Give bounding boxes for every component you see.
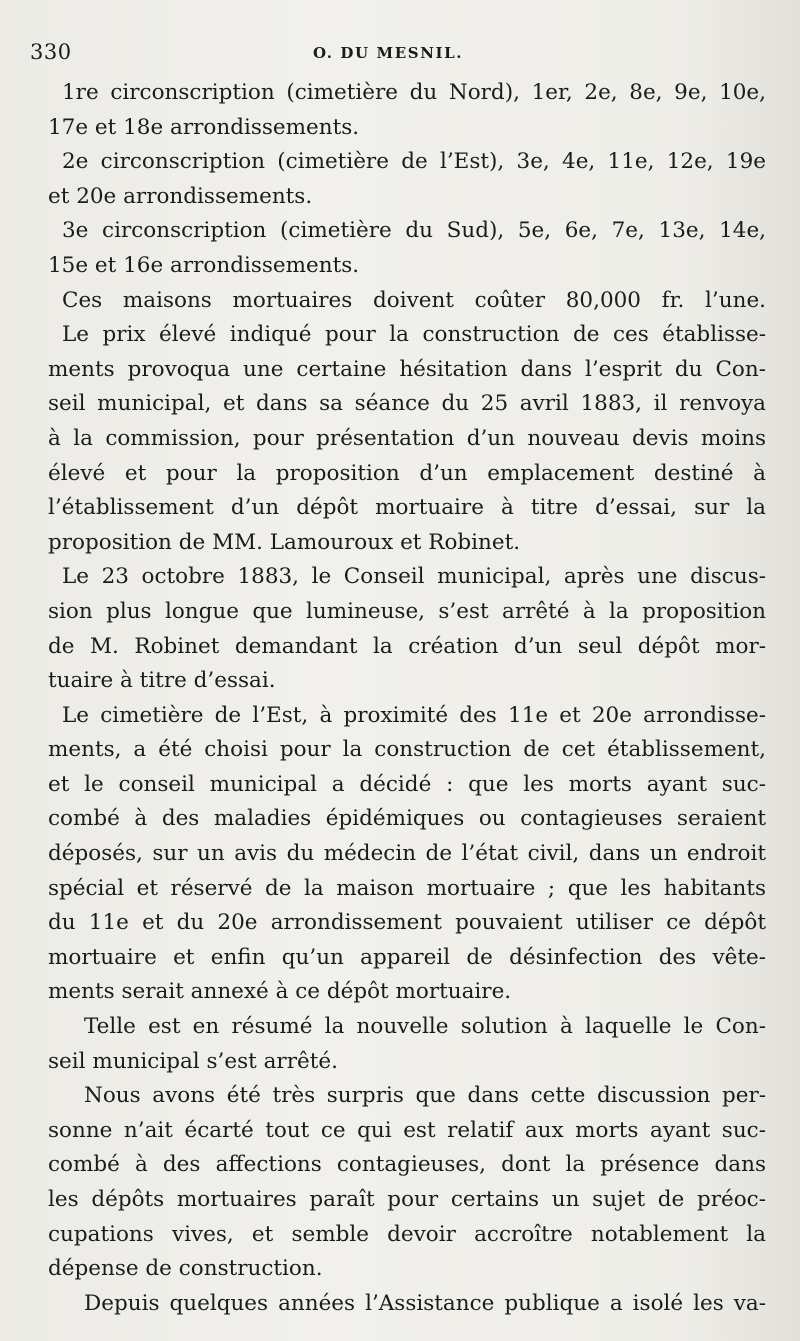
- text-line: combé à des maladies épidémiques ou contagieuses seraient: [48, 806, 766, 832]
- body-text: [48, 76, 766, 1321]
- text-line: à la commission, pour présentation d’un nouveau devis moins: [48, 425, 766, 451]
- text-line: du 11e et du 20e arrondissement pouvaient utiliser ce dépôt: [48, 910, 766, 936]
- text-line: Telle est en résumé la nouvelle solution à laquelle le Con-: [84, 1014, 766, 1040]
- text-line: 15e et 16e arrondissements.: [48, 252, 360, 278]
- text-line: sion plus longue que lumineuse, s’est arrêté à la proposition: [48, 598, 766, 624]
- text-line: déposés, sur un avis du médecin de l’état civil, dans un endroit: [48, 841, 766, 867]
- text-line: 1re circonscription (cimetière du Nord), 1er, 2e, 8e, 9e, 10e,: [62, 80, 766, 105]
- text-line: 17e et 18e arrondissements.: [48, 114, 360, 140]
- text-line: l’établissement d’un dépôt mortuaire à titre d’essai, sur la: [48, 495, 766, 521]
- text-line: Depuis quelques années l’Assistance publique a isolé les va-: [84, 1290, 766, 1316]
- text-line: spécial et réservé de la maison mortuaire ; que les habitants: [48, 875, 766, 901]
- running-head: O. DU MESNIL.: [313, 44, 464, 62]
- text-line: Nous avons été très surpris que dans cette discussion per-: [84, 1083, 766, 1109]
- text-line: tuaire à titre d’essai.: [48, 668, 276, 694]
- text-line: Ces maisons mortuaires doivent coûter 80,000 fr. l’une.: [62, 287, 766, 313]
- text-line: 2e circonscription (cimetière de l’Est), 3e, 4e, 11e, 12e, 19e: [62, 149, 766, 175]
- text-line: combé à des affections contagieuses, dont la présence dans: [48, 1152, 766, 1178]
- text-line: et le conseil municipal a décidé : que les morts ayant suc-: [48, 771, 766, 797]
- page-number: 330: [30, 40, 72, 64]
- text-line: les dépôts mortuaires paraît pour certains un sujet de préoc-: [48, 1187, 766, 1212]
- text-line: 3e circonscription (cimetière du Sud), 5e, 6e, 7e, 13e, 14e,: [62, 218, 766, 244]
- text-line: ments provoqua une certaine hésitation dans l’esprit du Con-: [48, 356, 766, 382]
- text-line: élevé et pour la proposition d’un emplacement destiné à: [48, 460, 766, 486]
- text-line: Le 23 octobre 1883, le Conseil municipal, après une discus-: [62, 564, 766, 590]
- text-line: de M. Robinet demandant la création d’un seul dépôt mor-: [48, 633, 766, 659]
- page-header: [30, 38, 765, 68]
- text-line: seil municipal s’est arrêté.: [48, 1048, 338, 1074]
- text-line: mortuaire et enfin qu’un appareil de désinfection des vête-: [48, 944, 766, 970]
- text-line: dépense de construction.: [48, 1256, 323, 1282]
- text-line: Le cimetière de l’Est, à proximité des 11e et 20e arrondisse-: [62, 702, 766, 728]
- text-line: proposition de MM. Lamouroux et Robinet.: [48, 529, 521, 555]
- text-line: ments, a été choisi pour la construction de cet établissement,: [48, 737, 766, 763]
- text-line: cupations vives, et semble devoir accroître notablement la: [48, 1221, 766, 1247]
- text-line: sonne n’ait écarté tout ce qui est relatif aux morts ayant suc-: [48, 1117, 766, 1143]
- text-line: ments serait annexé à ce dépôt mortuaire.: [48, 979, 512, 1005]
- text-line: seil municipal, et dans sa séance du 25 avril 1883, il renvoya: [48, 391, 766, 417]
- text-line: Le prix élevé indiqué pour la construction de ces établisse-: [62, 322, 766, 348]
- text-line: et 20e arrondissements.: [48, 183, 313, 209]
